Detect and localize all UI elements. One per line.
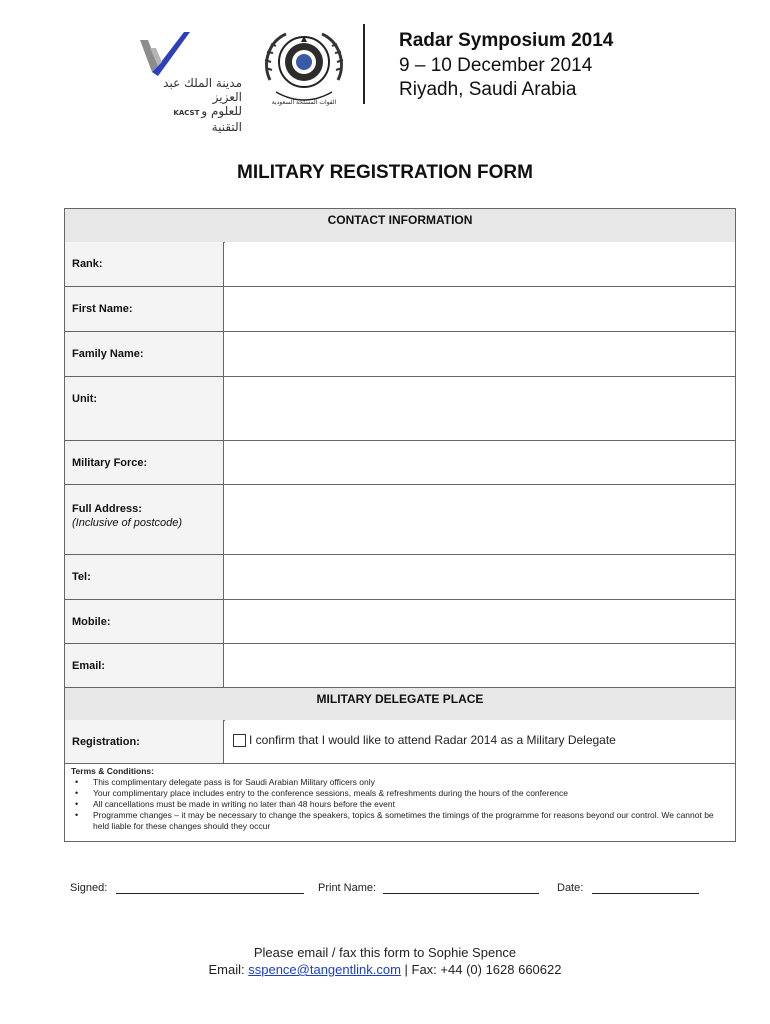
terms-heading: Terms & Conditions: — [71, 766, 154, 776]
terms-list — [71, 777, 731, 832]
terms-item: • This complimentary delegate pass is for Saudi Arabian Military officers only — [93, 777, 731, 788]
terms-item: • Your complimentary place includes entry to the conference sessions, meals & refreshments during the hours of the conference — [93, 788, 731, 799]
mobile-field[interactable] — [225, 600, 735, 643]
print-name-label: Print Name: — [318, 882, 377, 894]
rank-row — [65, 242, 735, 287]
terms-item: • Programme changes – it may be necessary to change the speakers, topics & sometimes the timings of the programme for reasons beyond our control. We cannot be held liable for these changes should they occur — [93, 810, 731, 832]
email-row — [65, 644, 735, 688]
footer-instruction: Please email / fax this form to Sophie Spence — [253, 945, 517, 960]
emblem-icon — [256, 24, 352, 110]
military-force-row — [65, 441, 735, 485]
first-name-row — [65, 287, 735, 332]
confirm-delegate-checkbox[interactable] — [233, 734, 246, 747]
registration-row — [65, 720, 735, 764]
mobile-row — [65, 600, 735, 644]
delegate-heading-text: MILITARY DELEGATE PLACE — [316, 692, 484, 706]
kacst-arabic-line1: مدينة الملك عبد العزيز — [163, 76, 242, 104]
contact-heading-text: CONTACT INFORMATION — [327, 213, 473, 227]
full-address-field[interactable] — [225, 485, 735, 554]
footer-contact — [0, 962, 770, 977]
confirm-delegate-text: I confirm that I would like to attend Radar 2014 as a Military Delegate — [249, 733, 616, 747]
full-address-hint: (Inclusive of postcode) — [72, 517, 183, 529]
tel-row — [65, 555, 735, 600]
full-address-row — [65, 485, 735, 555]
unit-label: Unit: — [65, 377, 224, 440]
rank-label: Rank: — [65, 242, 224, 286]
kacst-arabic-line2: للعلوم و التقنية — [201, 104, 242, 134]
footer-email-prefix: Email: — [208, 962, 249, 977]
event-title: Radar Symposium 2014 — [399, 30, 614, 51]
registration-form — [64, 208, 736, 842]
print-name-line[interactable] — [383, 893, 539, 894]
full-address-label-cell — [65, 485, 224, 554]
unit-row — [65, 377, 735, 441]
date-line[interactable] — [592, 893, 699, 894]
first-name-label: First Name: — [65, 287, 224, 331]
family-name-field[interactable] — [225, 332, 735, 376]
date-label: Date: — [557, 882, 584, 894]
signed-line[interactable] — [116, 893, 304, 894]
header-divider — [363, 24, 365, 104]
signed-label: Signed: — [70, 882, 108, 894]
rank-field[interactable] — [225, 242, 735, 286]
page-header — [0, 0, 770, 134]
mobile-label: Mobile: — [65, 600, 224, 643]
full-address-label: Full Address: — [72, 503, 142, 515]
kacst-name — [152, 76, 242, 134]
military-force-label: Military Force: — [65, 441, 224, 484]
registration-label: Registration: — [65, 720, 224, 763]
email-label: Email: — [65, 644, 224, 687]
tel-field[interactable] — [225, 555, 735, 599]
footer-email-link[interactable]: sspence@tangentlink.com — [248, 962, 401, 977]
registration-field — [225, 720, 735, 763]
unit-field[interactable] — [225, 377, 735, 440]
first-name-field[interactable] — [225, 287, 735, 331]
family-name-label: Family Name: — [65, 332, 224, 376]
event-location: Riyadh, Saudi Arabia — [399, 79, 577, 100]
footer-fax: | Fax: +44 (0) 1628 660622 — [400, 962, 562, 977]
family-name-row — [65, 332, 735, 377]
event-dates: 9 – 10 December 2014 — [399, 55, 593, 76]
terms-item: • All cancellations must be made in writing no later than 48 hours before the event — [93, 799, 731, 810]
military-force-field[interactable] — [225, 441, 735, 484]
email-field[interactable] — [225, 644, 735, 687]
emblem-arabic-text: القوات المسلحة السعودية — [271, 99, 337, 106]
terms-and-conditions — [71, 766, 731, 832]
tel-label: Tel: — [65, 555, 224, 599]
delegate-place-heading — [65, 688, 735, 721]
form-title: MILITARY REGISTRATION FORM — [237, 162, 533, 183]
kacst-abbr: KACST — [173, 109, 200, 117]
contact-information-heading — [65, 209, 735, 243]
